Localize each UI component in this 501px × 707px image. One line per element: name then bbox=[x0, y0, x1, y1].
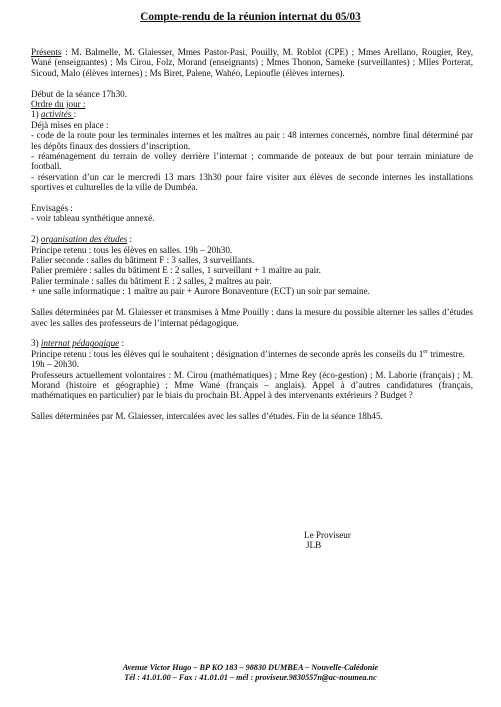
section-1-heading: 1) activités : bbox=[31, 109, 77, 120]
section-1-line: Envisagés : bbox=[31, 203, 73, 214]
document-title: Compte-rendu de la réunion internat du 05/03 bbox=[140, 11, 361, 23]
spacer bbox=[31, 78, 473, 88]
section-2-line: Principe retenu : tous les élèves en salles. 19h – 20h30. bbox=[31, 244, 233, 255]
section-1-line: - réservation d’un car le mercredi 13 mars 13h30 pour faire visiter aux élèves de seconde internes les installations sportives et culturelles de la ville de Dumbéa. bbox=[31, 171, 473, 193]
section-1-line: - voir tableau synthétique annexé. bbox=[31, 213, 155, 224]
section-1-line: - code de la route pour les terminales internes et les maîtres au pair : 48 internes concernés, nombre final déterminé par les dépôts finaux des dossiers d’inscription. bbox=[31, 130, 473, 151]
signature-role: Le Proviseur bbox=[304, 530, 351, 540]
spacer bbox=[31, 328, 473, 338]
agenda-heading: Ordre du jour : bbox=[31, 99, 86, 110]
footer-line-address: Avenue Victor Hugo – BP KO 183 – 98830 DUMBEA – Nouvelle-Calédonie bbox=[122, 663, 379, 672]
section-2-line: Salles déterminées par M. Glaiesser et transmises à Mme Pouilly : dans la mesure du possible alterner les salles d’études avec les salles des professeurs de l’internat pédagogique. bbox=[31, 307, 473, 328]
document-body bbox=[31, 47, 473, 422]
signature-block bbox=[304, 530, 351, 551]
spacer bbox=[31, 401, 473, 411]
section-3-line: 19h – 20h30. bbox=[31, 359, 79, 370]
session-start: Début de la séance 17h30. bbox=[31, 88, 128, 99]
spacer bbox=[31, 297, 473, 307]
section-3-heading: 3) internat pédagogique : bbox=[31, 338, 125, 349]
footer-address bbox=[0, 663, 501, 684]
section-3-line: Salles déterminées par M. Glaiesser, intercalées avec les salles d’études. Fin de la séance 18h45. bbox=[31, 411, 383, 422]
section-1-line: Déjà mises en place : bbox=[31, 119, 109, 130]
footer-line-contact: Tél : 41.01.00 – Fax : 41.01.01 – mél : proviseur.9830557n@ac-noumea.nc bbox=[124, 673, 377, 683]
section-3-line: Professeurs actuellement volontaires : M. Cirou (mathématiques) ; Mme Rey (éco-gestion) ; M. Laborie (français) ; M. Morand (histoire et géographie) ; Mme Wané (français – anglais). Appel à d’autres candidatures (français, mathématiques en particulier) par le biais du prochain BI. Appel à des intervenants extérieurs ? Budget ? bbox=[31, 369, 473, 401]
section-2-line: + une salle informatique : 1 maître au pair + Aurore Bonaventure (ECT) un soir par semaine. bbox=[31, 286, 370, 297]
section-2-line: Palier terminale : salles du bâtiment E : 2 salles, 2 maîtres au pair. bbox=[31, 275, 272, 286]
section-3-line: Principe retenu : tous les élèves qui le souhaitent ; désignation d’internes de seconde après les conseils du 1er trimestre. bbox=[31, 348, 465, 359]
attendees-paragraph bbox=[31, 47, 473, 78]
spacer bbox=[31, 224, 473, 234]
spacer bbox=[31, 193, 473, 203]
section-1-line: - réaménagement du terrain de volley derrière l’internat ; commande de poteaux de but pour terrain miniature de football. bbox=[31, 151, 473, 172]
section-2-line: Palier seconde : salles du bâtiment F : 3 salles, 3 surveillants. bbox=[31, 255, 255, 266]
signature-initials: JLB bbox=[306, 540, 322, 551]
attendees-label: Présents bbox=[31, 47, 62, 57]
section-2-line: Palier première : salles du bâtiment E : 2 salles, 1 surveillant + 1 maître au pair. bbox=[31, 265, 321, 276]
attendees-list: : M. Balmelle, M. Glaiesser, Mmes Pastor-Pasi, Pouilly, M. Roblot (CPE) ; Mmes Arellano, Rougier, Rey, Wané (enseignantes) ; Ms Cirou, Folz, Morand (enseignants) ; Mmes Thonon, Sameke (surveillantes) ; Mlles Porterat, Sicoud, Malo (élèves internes) ; Ms Biret, Palene, Wahéo, Lepioufle (élèves internes). bbox=[31, 47, 473, 78]
section-2-heading: 2) organisation des études : bbox=[31, 234, 133, 245]
